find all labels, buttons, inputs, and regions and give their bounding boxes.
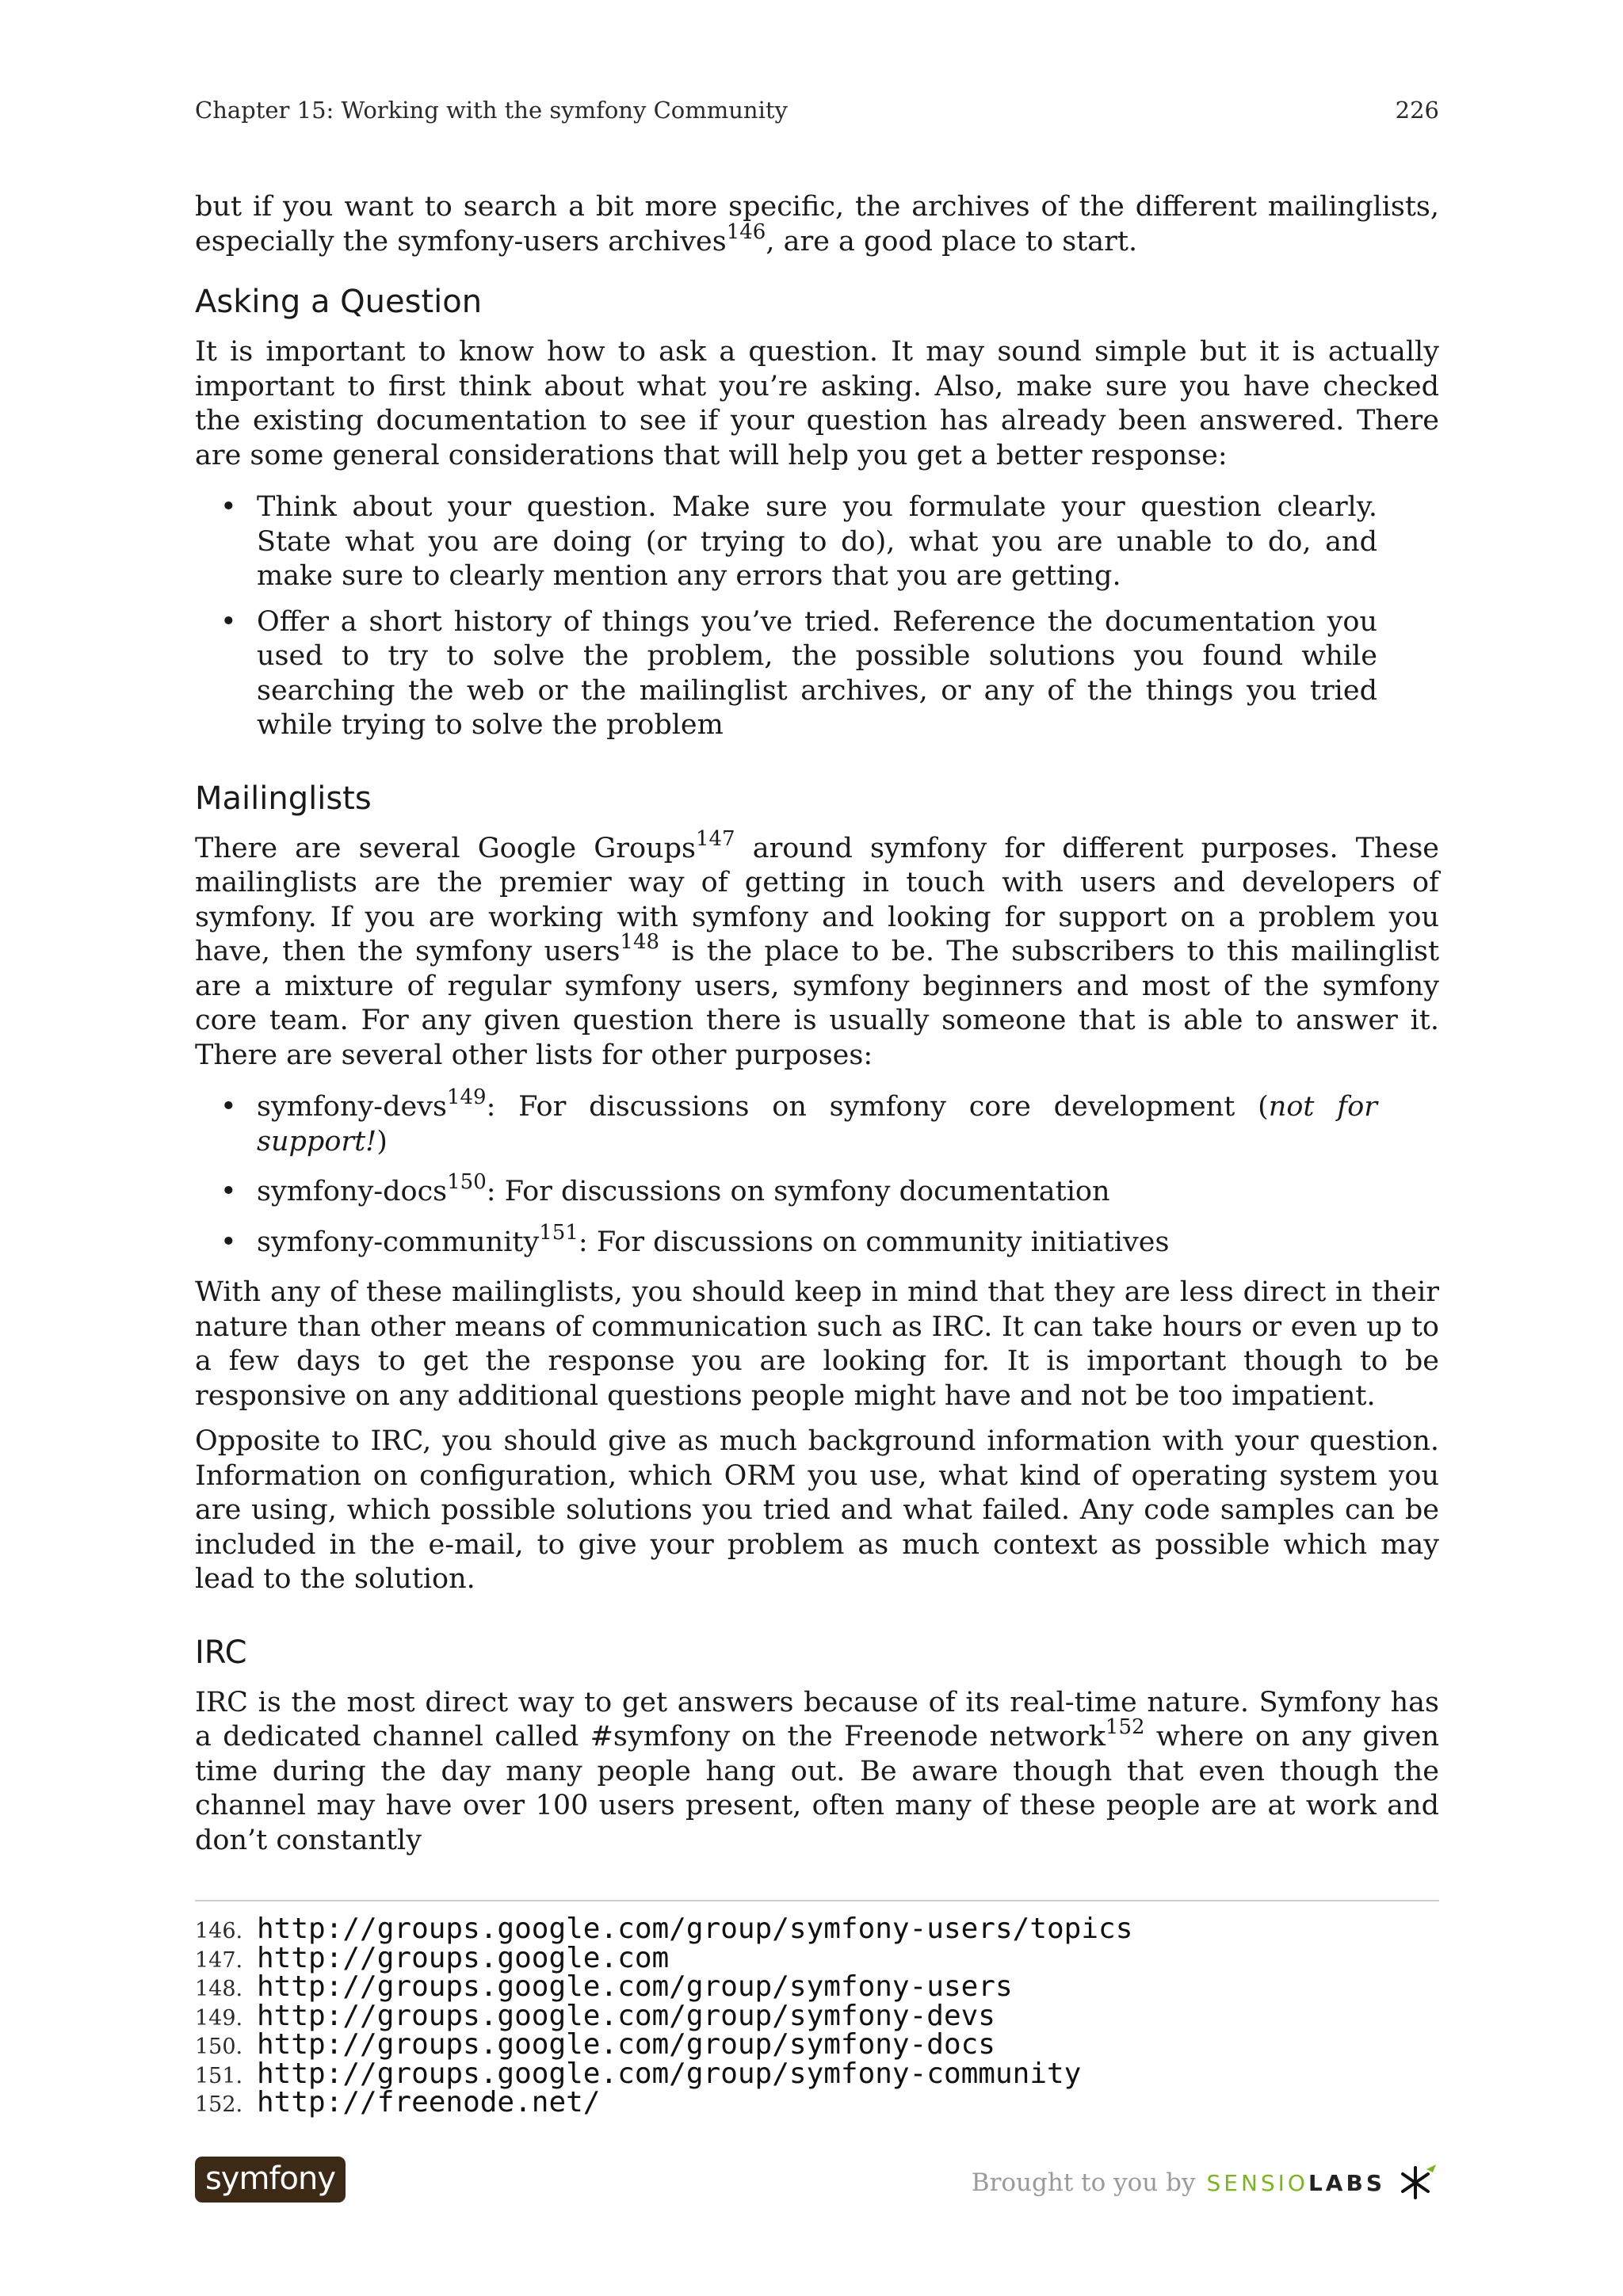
mailinglists-paragraph-3: Opposite to IRC, you should give as much background information with your question. Information on configuration, which ORM you use, what kind of operating system you are using, which possible solutions you tried and what failed. Any code samples can be included in the e-mail, to give your problem as much context as possible which may lead to the solution. xyxy=(195,1425,1439,1595)
list-name: symfony-community xyxy=(257,1226,540,1258)
sensiolabs-credit xyxy=(972,2163,1439,2203)
heading-mailinglists: Mailinglists xyxy=(195,780,372,817)
footnote-number: 147. xyxy=(195,1947,243,1973)
footnote-number: 149. xyxy=(195,2005,243,2031)
list-item xyxy=(195,1085,1439,1159)
footnote xyxy=(195,2028,1439,2061)
mailinglists-list xyxy=(195,1085,1439,1260)
sensiolabs-logo-icon xyxy=(1398,2163,1439,2203)
chapter-title: Chapter 15: Working with the symfony Community xyxy=(195,97,788,124)
footnote-ref-152[interactable]: 152 xyxy=(1105,1715,1145,1740)
list-name: symfony-docs xyxy=(257,1176,448,1207)
symfony-logo: symfony xyxy=(195,2157,346,2203)
footnote-ref-148[interactable]: 148 xyxy=(620,930,660,955)
list-desc: : For discussions on symfony documentation xyxy=(486,1176,1110,1207)
list-item xyxy=(195,1170,1439,1210)
page-number: 226 xyxy=(1395,97,1439,124)
footnote-number: 148. xyxy=(195,1977,243,2001)
footnote-link[interactable]: http://groups.google.com/group/symfony-devs xyxy=(257,1999,995,2032)
footnote-ref-150[interactable]: 150 xyxy=(447,1170,487,1195)
footnote xyxy=(195,1970,1439,2003)
irc-paragraph xyxy=(195,1686,1439,1859)
footnote-ref-146[interactable]: 146 xyxy=(726,219,766,244)
text-run: where on any given time during the day many people hang out. Be aware though that even though the channel may have over 100 users present, often many of these people are at work and don’t constantly xyxy=(195,1721,1439,1856)
brought-by-text: Brought to you by xyxy=(971,2168,1196,2197)
footnote xyxy=(195,1941,1439,1974)
footnote-number: 146. xyxy=(195,1919,243,1943)
asking-paragraph: It is important to know how to ask a question. It may sound simple but it is actually important to first think about what you’re asking. Also, make sure you have checked the existing documentation to see if your question has already been answered. There are some general considerations that will help you get a better response: xyxy=(195,336,1439,471)
bullet-icon: • xyxy=(220,1091,237,1123)
list-desc: : For discussions on community initiatives xyxy=(578,1226,1170,1258)
list-item-text: Offer a short history of things you’ve tried. Reference the documentation you used to try to solve the problem, the possible solutions you found while searching the web or the mailinglist archives, or any of the things you tried while trying to solve the problem xyxy=(257,605,1377,741)
text-run: around symfony for different purposes. These mailinglists are the premier way of getting in touch with users and developers of symfony. If you are working with symfony and looking for support on a problem you have, then the symfony users xyxy=(195,832,1439,967)
sensio-wordmark: SENSIO xyxy=(1206,2169,1308,2196)
footnote-link[interactable]: http://groups.google.com/group/symfony-docs xyxy=(257,2028,995,2061)
footnote-link[interactable]: http://groups.google.com/group/symfony-users xyxy=(257,1970,1013,2003)
footnote-number: 150. xyxy=(195,2035,243,2059)
list-name: symfony-devs xyxy=(257,1091,447,1123)
bullet-icon: • xyxy=(220,605,237,638)
footnote-link[interactable]: http://groups.google.com/group/symfony-users/topics xyxy=(257,1913,1133,1945)
list-emphasis: not for support! xyxy=(257,1091,1378,1158)
footnote-link[interactable]: http://groups.google.com xyxy=(257,1941,670,1974)
list-item-text: Think about your question. Make sure you formulate your question clearly. State what you are doing (or trying to do), what you are unable to do, and make sure to clearly mention any errors that you are getting. xyxy=(257,491,1377,592)
footnote-link[interactable]: http://groups.google.com/group/symfony-community xyxy=(257,2057,1082,2090)
intro-paragraph xyxy=(195,190,1439,259)
mailinglists-paragraph-1 xyxy=(195,826,1440,1074)
footnote-link[interactable]: http://freenode.net/ xyxy=(257,2086,601,2119)
footnote-ref-149[interactable]: 149 xyxy=(446,1085,487,1110)
heading-irc: IRC xyxy=(195,1634,247,1671)
list-item xyxy=(195,490,1439,594)
heading-asking-a-question: Asking a Question xyxy=(195,284,483,320)
list-item xyxy=(195,1220,1439,1261)
text-run: IRC is the most direct way to get answers because of its real-time nature. Symfony has a dedicated channel called #symfony on the Freenode network xyxy=(195,1686,1439,1753)
list-desc: : For discussions on symfony core development ( xyxy=(486,1091,1269,1123)
footnote xyxy=(195,2086,1439,2119)
footnote xyxy=(195,1913,1439,1945)
bullet-icon: • xyxy=(220,1226,237,1258)
mailinglists-paragraph-2: With any of these mailinglists, you should keep in mind that they are less direct in their nature than other means of communication such as IRC. It can take hours or even up to a few days to get the response you are looking for. It is important though to be responsive on any additional questions people might have and not be too impatient. xyxy=(195,1276,1439,1412)
running-header xyxy=(195,97,1439,128)
document-page xyxy=(195,0,1439,2296)
text-run: There are several Google Groups xyxy=(195,832,696,864)
main-content xyxy=(195,190,1439,1869)
list-item xyxy=(195,605,1439,743)
bullet-icon: • xyxy=(220,1176,237,1207)
footnote xyxy=(195,2057,1439,2090)
text-run: is the place to be. The subscribers to this mailinglist are a mixture of regular symfony users, symfony beginners and most of the symfony core team. For any given question there is usually someone that is able to answer it. There are several other lists for other purposes: xyxy=(195,936,1440,1071)
list-tail: ) xyxy=(376,1125,388,1158)
labs-wordmark: LABS xyxy=(1308,2169,1385,2196)
footnote-number: 152. xyxy=(195,2092,243,2117)
footnotes xyxy=(195,1900,1439,2119)
page-footer xyxy=(195,2157,1439,2212)
footnote-ref-151[interactable]: 151 xyxy=(539,1220,579,1245)
intro-text-tail: , are a good place to start. xyxy=(766,225,1138,257)
intro-text: but if you want to search a bit more specific, the archives of the different mailinglists, especially the symfony-users archives xyxy=(195,191,1439,257)
footnote-ref-147[interactable]: 147 xyxy=(695,826,735,851)
asking-tips-list xyxy=(195,490,1439,743)
footnote-number: 151. xyxy=(195,2063,243,2088)
footnote xyxy=(195,1999,1439,2032)
bullet-icon: • xyxy=(220,491,237,523)
